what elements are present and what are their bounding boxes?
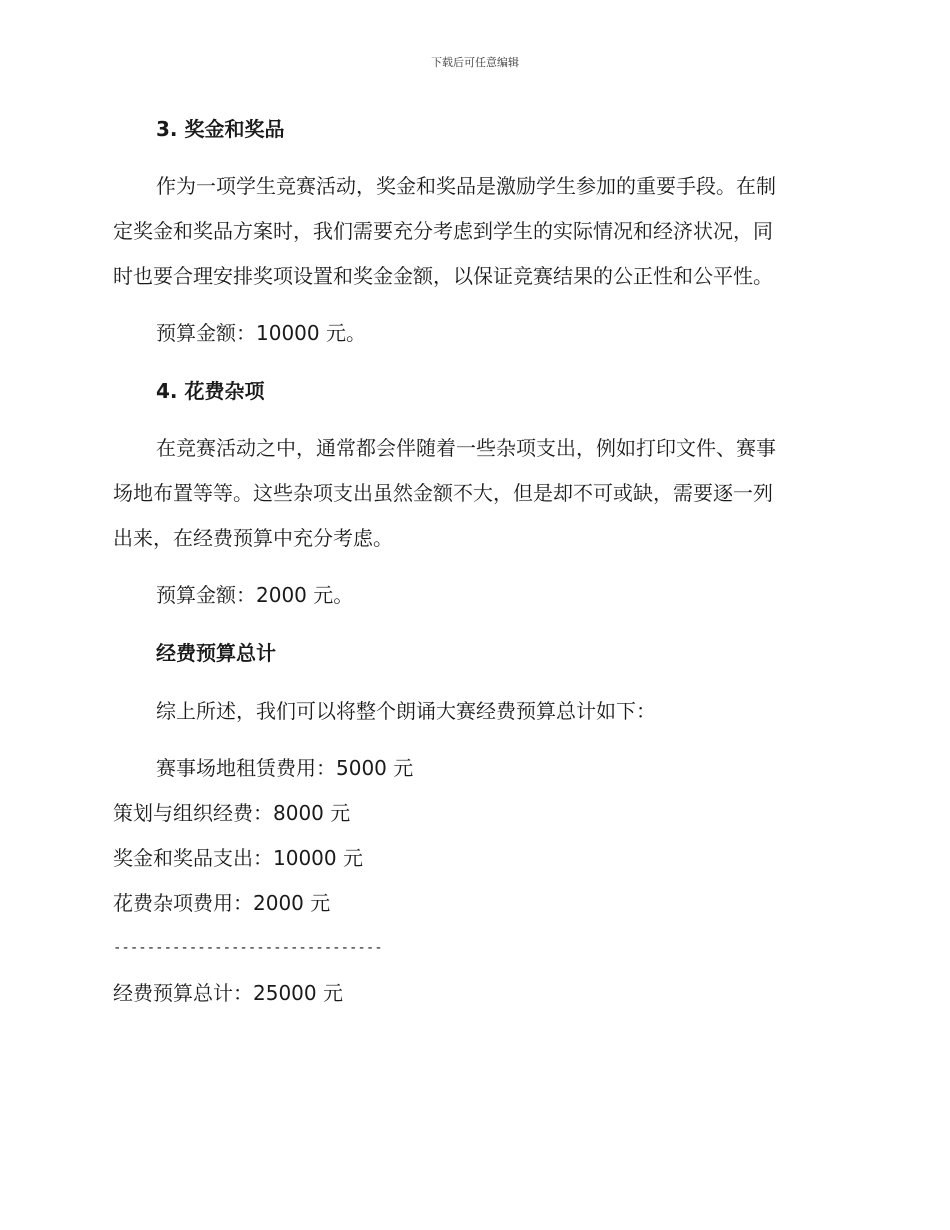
paragraph-line: 作为一项学生竞赛活动，奖金和奖品是激励学生参加的重要手段。在制 [156, 174, 776, 198]
budget-amount-misc: 预算金额：2000 元。 [156, 583, 354, 607]
section-heading-misc: 4. 花费杂项 [156, 379, 265, 403]
paragraph-line: 时也要合理安排奖项设置和奖金金额，以保证竞赛结果的公正性和公平性。 [113, 264, 773, 288]
summary-item-venue: 赛事场地租赁费用：5000 元 [156, 756, 414, 780]
summary-item-misc: 花费杂项费用：2000 元 [113, 891, 331, 915]
section-heading-prizes: 3. 奖金和奖品 [156, 117, 285, 141]
section-heading-total: 经费预算总计 [156, 641, 276, 665]
paragraph-line: 出来，在经费预算中充分考虑。 [113, 526, 393, 550]
summary-item-planning: 策划与组织经费：8000 元 [113, 801, 351, 825]
page-header-note: 下载后可任意编辑 [431, 56, 519, 69]
summary-item-prizes: 奖金和奖品支出：10000 元 [113, 846, 363, 870]
summary-total: 经费预算总计：25000 元 [113, 981, 343, 1005]
budget-amount-prizes: 预算金额：10000 元。 [156, 321, 366, 345]
paragraph-line: 在竞赛活动之中，通常都会伴随着一些杂项支出，例如打印文件、赛事 [156, 436, 776, 460]
summary-intro: 综上所述，我们可以将整个朗诵大赛经费预算总计如下： [156, 699, 656, 723]
paragraph-line: 场地布置等等。这些杂项支出虽然金额不大，但是却不可或缺，需要逐一列 [113, 481, 773, 505]
summary-divider: -------------------------------- [113, 940, 383, 956]
paragraph-line: 定奖金和奖品方案时，我们需要充分考虑到学生的实际情况和经济状况，同 [113, 219, 773, 243]
